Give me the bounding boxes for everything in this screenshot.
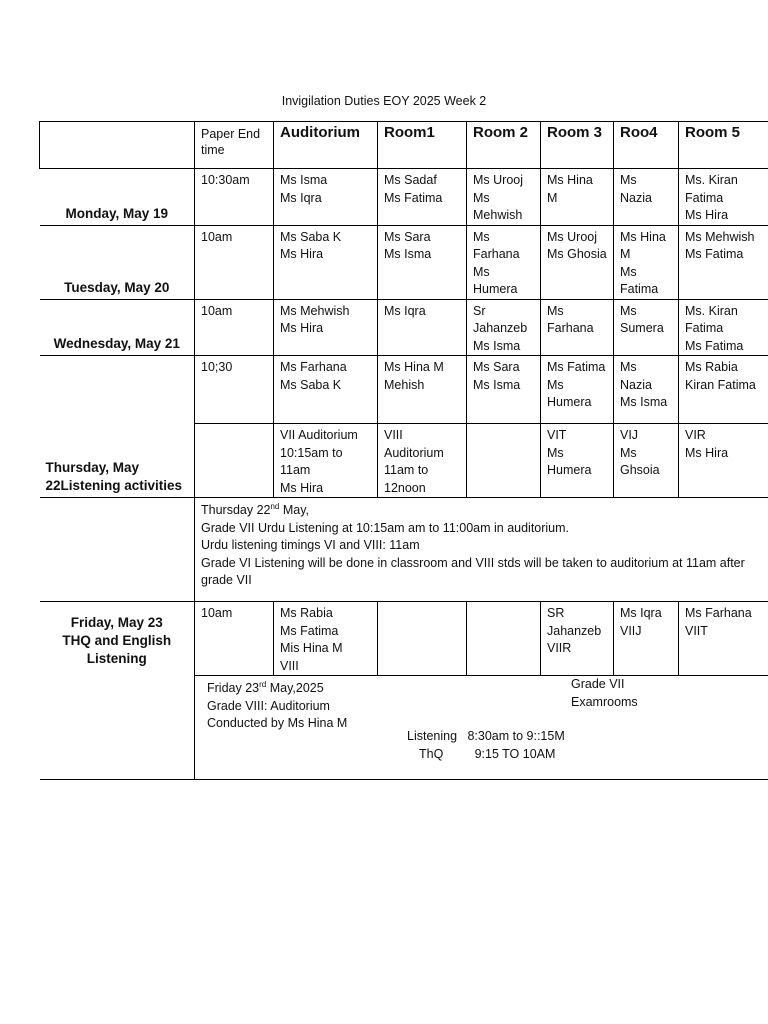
document-title: Invigilation Duties EOY 2025 Week 2 xyxy=(281,94,487,108)
note-line: Examrooms xyxy=(571,694,638,709)
duty-cell: Ms Mehwish Ms Hira xyxy=(274,299,378,356)
duty-cell: Ms Fatima Ms Humera xyxy=(541,356,614,424)
header-room: Room 2 xyxy=(467,122,541,169)
duty-cell: Ms Sadaf Ms Fatima xyxy=(378,169,467,226)
note-line: Grade VIII: Auditorium xyxy=(207,698,330,713)
friday-note xyxy=(195,676,768,780)
duty-cell: VIJ Ms Ghsoia xyxy=(614,424,679,498)
schedule-line: Listening 8:30am to 9::15M xyxy=(407,729,565,743)
day-label: Wednesday, May 21 xyxy=(40,299,195,356)
header-row xyxy=(40,122,768,169)
duty-cell xyxy=(378,602,467,676)
duty-cell: Ms Farhana xyxy=(541,299,614,356)
duty-cell: Ms Hina M Ms Fatima xyxy=(614,225,679,299)
duty-cell: Ms Sumera xyxy=(614,299,679,356)
duty-cell: VIII Auditorium 11am to 12noon xyxy=(378,424,467,498)
table-row xyxy=(40,169,768,226)
note-line: Grade VII xyxy=(571,677,625,691)
header-room: Room 3 xyxy=(541,122,614,169)
day-label: Monday, May 19 xyxy=(40,169,195,226)
header-room: Room1 xyxy=(378,122,467,169)
duty-cell: VII Auditorium 10:15am to 11am Ms Hira xyxy=(274,424,378,498)
time-cell xyxy=(195,424,274,498)
duty-cell: Ms Nazia Ms Isma xyxy=(614,356,679,424)
header-room: Room 5 xyxy=(679,122,768,169)
duty-cell: Ms Hina M Mehish xyxy=(378,356,467,424)
duty-cell: Ms Mehwish Ms Fatima xyxy=(679,225,768,299)
duty-cell xyxy=(467,424,541,498)
header-paper-end-time: Paper End time xyxy=(195,122,274,169)
table-row xyxy=(40,299,768,356)
time-cell: 10am xyxy=(195,299,274,356)
duty-cell: Ms Farhana Ms Humera xyxy=(467,225,541,299)
note-line: Thursday 22 xyxy=(201,503,271,518)
note-line: Grade VII Urdu Listening at 10:15am am to 11:00am in auditorium. xyxy=(201,520,570,535)
duty-cell: Ms Farhana Ms Saba K xyxy=(274,356,378,424)
duty-cell: Ms Saba K Ms Hira xyxy=(274,225,378,299)
note-sup: rd xyxy=(259,680,267,689)
duty-cell: Ms Rabia Kiran Fatima xyxy=(679,356,768,424)
duty-cell: Ms Urooj Ms Mehwish xyxy=(467,169,541,226)
duty-cell: Ms Nazia xyxy=(614,169,679,226)
duty-cell: VIR Ms Hira xyxy=(679,424,768,498)
note-line: Urdu listening timings VI and VIII: 11am xyxy=(201,538,420,553)
duty-cell: Ms Rabia Ms Fatima Mis Hina M VIII xyxy=(274,602,378,676)
note-line: Grade VI Listening will be done in classroom and VIII stds will be taken to auditorium at 11am after grade VII xyxy=(201,555,745,588)
note-line: May,2025 xyxy=(266,681,324,696)
invigilation-table xyxy=(39,121,768,780)
header-room: Auditorium xyxy=(274,122,378,169)
duty-cell: Ms Urooj Ms Ghosia xyxy=(541,225,614,299)
table-row xyxy=(40,225,768,299)
duty-cell: Ms Farhana VIIT xyxy=(679,602,768,676)
day-label: Friday, May 23 THQ and English Listening xyxy=(40,602,195,780)
time-cell: 10am xyxy=(195,602,274,676)
table-row xyxy=(40,356,768,424)
day-label: Thursday, May 22Listening activities xyxy=(40,356,195,498)
duty-cell: Ms. Kiran Fatima Ms Fatima xyxy=(679,299,768,356)
note-sup: nd xyxy=(270,502,280,511)
duty-cell: SR Jahanzeb VIIR xyxy=(541,602,614,676)
note-line: Conducted by Ms Hina M xyxy=(207,716,348,731)
time-cell: 10;30 xyxy=(195,356,274,424)
duty-cell: Ms Hina M xyxy=(541,169,614,226)
thursday-note xyxy=(195,498,768,602)
duty-cell: VIT Ms Humera xyxy=(541,424,614,498)
day-label-spacer xyxy=(40,498,195,602)
day-label: Tuesday, May 20 xyxy=(40,225,195,299)
time-cell: 10am xyxy=(195,225,274,299)
duty-cell: Sr Jahanzeb Ms Isma xyxy=(467,299,541,356)
note-line: May, xyxy=(279,503,310,518)
duty-cell: Ms Sara Ms Isma xyxy=(378,225,467,299)
time-cell: 10:30am xyxy=(195,169,274,226)
duty-cell xyxy=(467,602,541,676)
schedule-line: ThQ 9:15 TO 10AM xyxy=(419,746,556,761)
duty-cell: Ms Sara Ms Isma xyxy=(467,356,541,424)
table-row xyxy=(40,498,768,602)
duty-cell: Ms Iqra VIIJ xyxy=(614,602,679,676)
duty-cell: Ms Iqra xyxy=(378,299,467,356)
duty-cell: Ms Isma Ms Iqra xyxy=(274,169,378,226)
duty-cell: Ms. Kiran Fatima Ms Hira xyxy=(679,169,768,226)
note-line: Friday 23 xyxy=(207,681,260,696)
table-row xyxy=(40,602,768,676)
header-blank-cell xyxy=(40,122,195,169)
header-room: Roo4 xyxy=(614,122,679,169)
